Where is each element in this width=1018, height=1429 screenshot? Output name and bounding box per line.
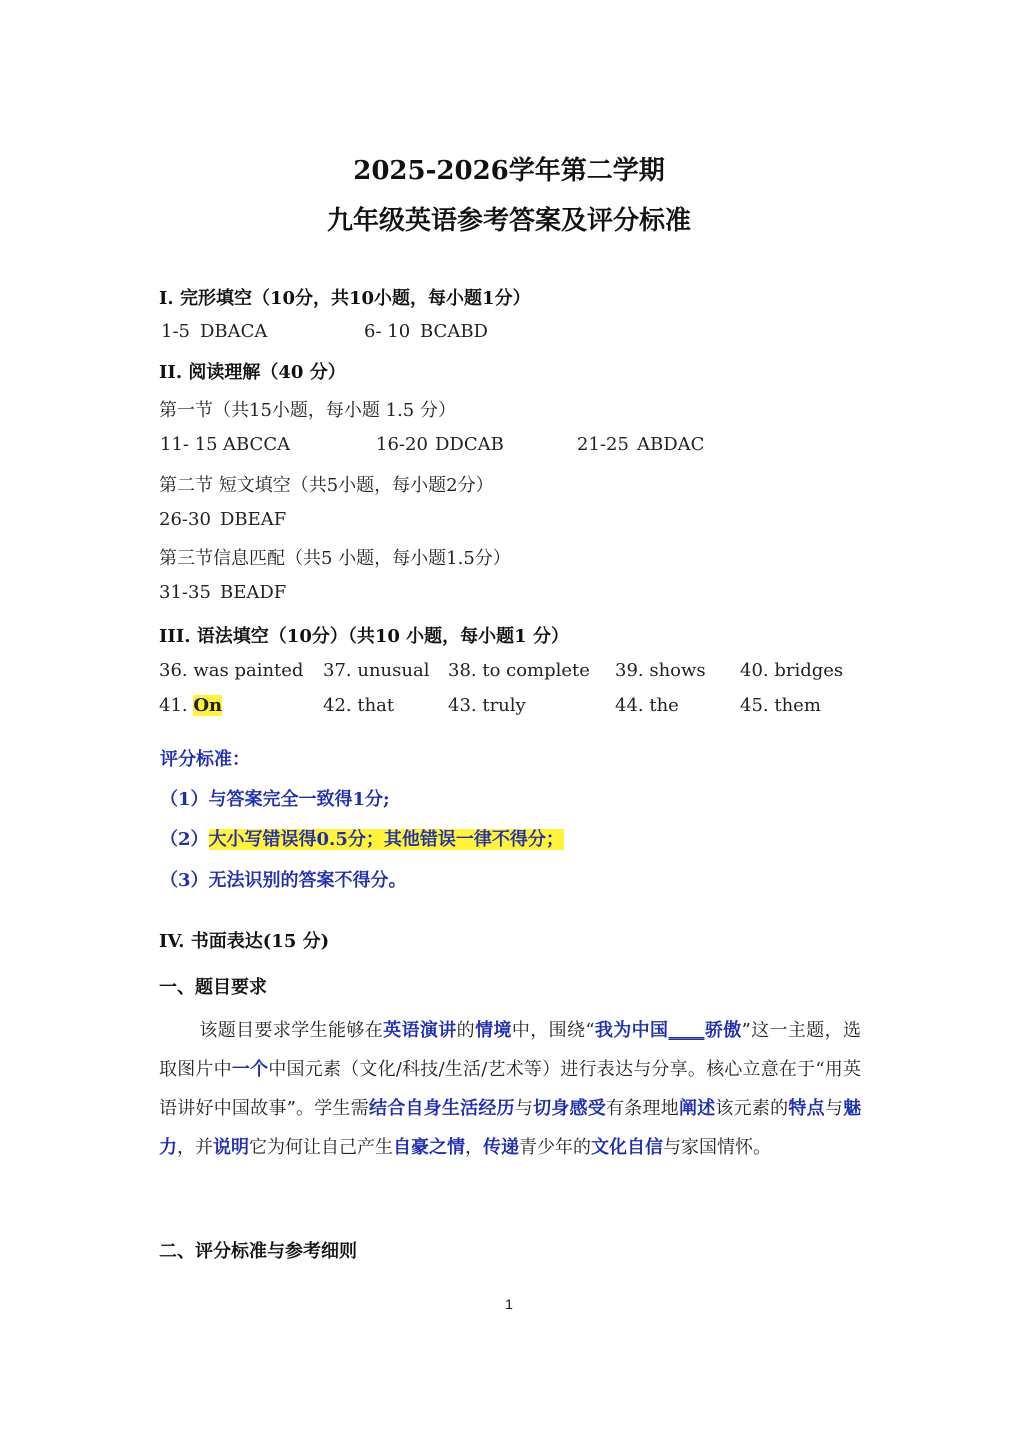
title-line-2: 九年级英语参考答案及评分标准 [326, 206, 691, 236]
answer-letters: DBACA [200, 321, 268, 342]
keyword-text: 情境 [475, 1020, 512, 1041]
part-1-label: 第一节（共15小题，每小题 1.5 分） [159, 400, 456, 421]
answer-range: 31-35 [159, 582, 211, 603]
subsection-scoring-rules: 二、评分标准与参考细则 [159, 1241, 357, 1262]
requirements-paragraph [159, 1011, 861, 1167]
paragraph-text: 与家国情怀。 [663, 1137, 771, 1158]
subsection-requirements: 一、题目要求 [159, 977, 267, 998]
answer-letters: BCABD [420, 321, 488, 342]
paragraph-text: 该题目要求学生能够在 [199, 1020, 384, 1041]
paragraph-text: 青少年的 [519, 1137, 591, 1158]
paragraph-text: ，并 [177, 1137, 213, 1158]
grammar-answer: 40. bridges [740, 660, 844, 681]
answer-number: 41. [159, 695, 194, 716]
section-2-heading: II. 阅读理解（40 分） [159, 362, 346, 383]
paragraph-text: 该元素的 [715, 1098, 789, 1119]
grammar-answer: 39. shows [615, 660, 706, 681]
grammar-answer: 38. to complete [448, 660, 590, 681]
scoring-item-1: （1）与答案完全一致得1分; [160, 789, 390, 810]
paragraph-text: 中国元素（文化/科技/生活/艺术等）进行表达与分享。核心立意在于“用英语讲好中国故事”。学生需 [159, 1059, 861, 1119]
scoring-item-2-number: （2） [160, 829, 209, 850]
keyword-text: ____ [668, 1020, 705, 1041]
keyword-text: 英语演讲 [383, 1020, 457, 1041]
answer-range: 1-5 [161, 321, 190, 342]
paragraph-text: 与 [824, 1098, 844, 1119]
answer-range: 16-20 [376, 434, 428, 455]
grammar-answer: 43. truly [448, 695, 526, 716]
paragraph-text: 的 [456, 1020, 476, 1041]
paragraph-text: 中，围绕“ [511, 1020, 595, 1041]
answer-range: 26-30 [159, 509, 211, 530]
part-3-label: 第三节信息匹配（共5 小题，每小题1.5分） [159, 548, 511, 569]
answer-letters: DDCAB [435, 434, 504, 455]
paragraph-text: ”这一主题，选取图片中 [159, 1020, 862, 1080]
paragraph-text: 有条理地 [606, 1098, 679, 1119]
answer-letters: DBEAF [220, 509, 287, 530]
grammar-answer-41 [159, 695, 222, 716]
grammar-answer: 42. that [323, 695, 395, 716]
highlighted-answer: On [193, 695, 223, 716]
answer-letters: BEADF [220, 582, 287, 603]
keyword-text: 魅力 [159, 1098, 862, 1158]
answer-range: 6- 10 [364, 321, 411, 342]
paragraph-text: 与 [514, 1098, 534, 1119]
answer-letters: ABDAC [637, 434, 705, 455]
keyword-text: 骄傲 [704, 1020, 742, 1041]
grammar-answer: 37. unusual [323, 660, 430, 681]
scoring-item-2-highlight: 大小写错误得0.5分；其他错误一律不得分； [208, 829, 564, 850]
keyword-text: 文化自信 [591, 1137, 663, 1158]
answer-range: 11- 15 [160, 434, 218, 455]
keyword-text: 我为中国 [594, 1020, 669, 1041]
keyword-text: 结合自身生活经历 [368, 1098, 515, 1119]
paragraph-text: 它为何让自己产生 [249, 1137, 393, 1158]
keyword-text: 自豪之情 [393, 1137, 465, 1158]
page-number: 1 [505, 1296, 513, 1312]
keyword-text: 传递 [483, 1137, 519, 1158]
part-2-label: 第二节 短文填空（共5小题，每小题2分） [159, 475, 494, 496]
answer-range: 21-25 [577, 434, 629, 455]
keyword-text: 阐述 [678, 1098, 716, 1119]
keyword-text: 切身感受 [533, 1098, 607, 1119]
title-line-1: 2025-2026学年第二学期 [353, 156, 665, 186]
grammar-answer: 45. them [740, 695, 821, 716]
answer-letters: ABCCA [223, 434, 291, 455]
keyword-text: 特点 [788, 1098, 825, 1119]
section-4-heading: IV. 书面表达(15 分) [159, 931, 330, 952]
section-1-heading: I. 完形填空（10分，共10小题，每小题1分） [159, 288, 531, 309]
scoring-title: 评分标准： [160, 749, 250, 770]
grammar-answer: 36. was painted [159, 660, 304, 681]
paragraph-text: ， [465, 1137, 483, 1158]
grammar-answer: 44. the [615, 695, 679, 716]
scoring-item-2 [160, 825, 564, 851]
keyword-text: 一个 [231, 1059, 269, 1080]
keyword-text: 说明 [213, 1137, 249, 1158]
section-3-heading: III. 语法填空（10分）（共10 小题，每小题1 分） [159, 626, 569, 647]
scoring-item-3: （3）无法识别的答案不得分。 [160, 870, 407, 891]
